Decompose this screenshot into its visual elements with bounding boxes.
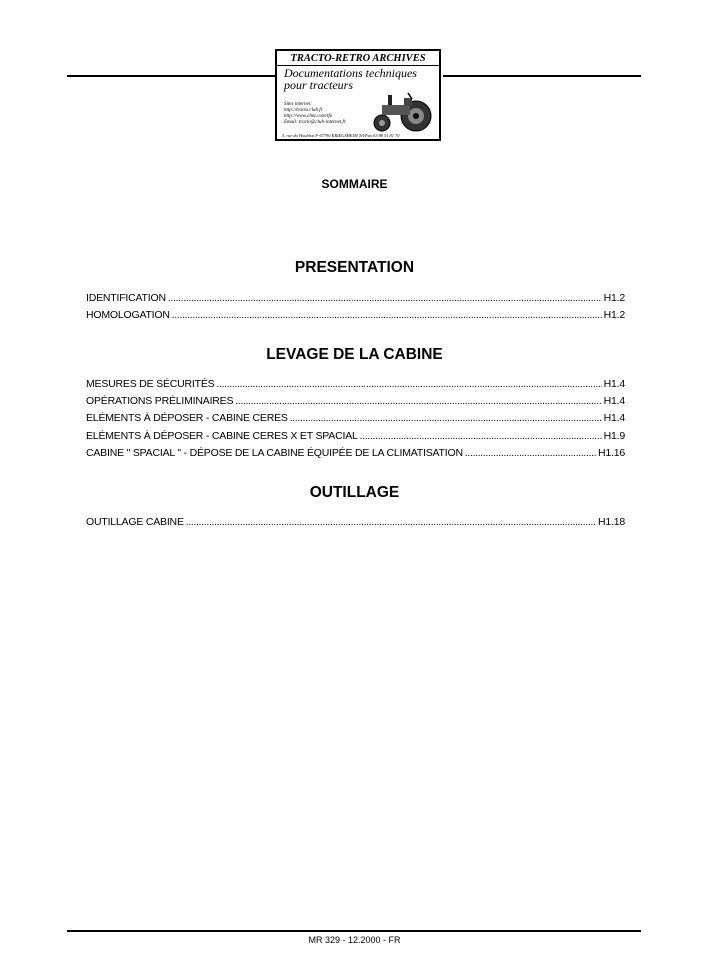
page-title: SOMMAIRE — [321, 177, 388, 191]
logo-sites-label: Sites internet: — [284, 102, 312, 107]
toc-leader-dots — [235, 396, 601, 407]
toc-entry-label: HOMOLOGATION — [86, 309, 170, 321]
toc-entry — [86, 292, 625, 304]
logo-subtitle-line2: pour tracteurs — [284, 78, 353, 92]
toc-entry-page: H1.9 — [603, 430, 625, 442]
section-title-levage: LEVAGE DE LA CABINE — [266, 346, 443, 363]
toc-leader-dots — [168, 293, 602, 304]
toc-entry — [86, 309, 625, 321]
logo-site2: http://www.chez.com/tfo — [284, 114, 333, 119]
toc-entry — [86, 395, 625, 407]
tractor-icon — [368, 89, 440, 133]
logo-title: TRACTO-RETRO ARCHIVES — [277, 53, 439, 66]
toc-entry-label: CABINE " SPACIAL " - DÉPOSE DE LA CABINE ÉQUIPÉE DE LA CLIMATISATION — [86, 447, 463, 459]
section-title-presentation: PRESENTATION — [294, 259, 415, 276]
toc-entry — [86, 516, 625, 528]
section-title-outillage: OUTILLAGE — [309, 484, 400, 501]
toc-entry-label: OUTILLAGE CABINE — [86, 516, 184, 528]
toc-entry — [86, 430, 625, 442]
toc-entry-page: H1.4 — [603, 412, 625, 424]
logo-email: Email: tracto@club-internet.fr — [284, 120, 346, 125]
toc-entry-label: IDENTIFICATION — [86, 292, 166, 304]
logo-address: 3, rue du Houblon F-67790 KRIEGSHEIM Tel/Fax 03 88 51 81 70 — [282, 133, 400, 138]
logo-subtitle-line1: Documentations techniques — [284, 66, 417, 80]
toc-leader-dots — [216, 379, 601, 390]
toc-leader-dots — [465, 448, 596, 459]
archive-logo — [275, 49, 441, 141]
toc-entry-label: ELÉMENTS À DÉPOSER - CABINE CERES X ET SPACIAL — [86, 430, 358, 442]
toc-entry-page: H1.4 — [603, 395, 625, 407]
toc-entry-page: H1.18 — [597, 516, 625, 528]
toc-entry-label: MESURES DE SÉCURITÉS — [86, 378, 215, 390]
toc-leader-dots — [172, 310, 602, 321]
toc-entry-page: H1.2 — [603, 309, 625, 321]
toc-entry-label: OPÉRATIONS PRÉLIMINAIRES — [86, 395, 234, 407]
toc-entry-page: H1.2 — [603, 292, 625, 304]
page-footer: MR 329 - 12.2000 - FR — [308, 935, 401, 945]
toc-leader-dots — [186, 517, 596, 528]
toc-leader-dots — [360, 431, 602, 442]
toc-entry — [86, 447, 625, 459]
toc-entry-label: ELÉMENTS À DÉPOSER - CABINE CERES — [86, 412, 288, 424]
toc-entry — [86, 378, 625, 390]
toc-entry — [86, 412, 625, 424]
footer-rule — [67, 930, 641, 932]
logo-contacts — [284, 102, 374, 126]
toc-entry-page: H1.4 — [603, 378, 625, 390]
logo-subtitle — [284, 67, 417, 91]
logo-site1: http://tracto.club.fr — [284, 108, 323, 113]
toc-leader-dots — [290, 413, 602, 424]
header-rule-left — [67, 75, 275, 77]
header-rule-right — [443, 75, 641, 77]
toc-entry-page: H1.16 — [597, 447, 625, 459]
